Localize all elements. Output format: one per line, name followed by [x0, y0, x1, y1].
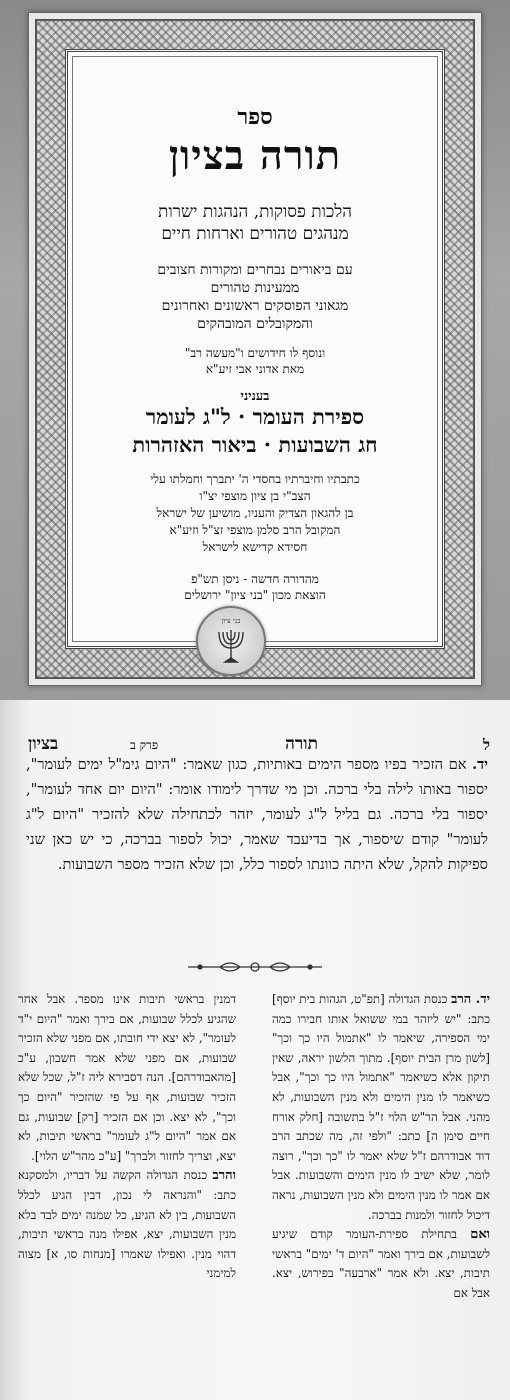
commentary-text: דמנין בראשי תיבות אינו מספר. אבל אחר שהגיע לכלל שבועות, אם בירך ואמר "היום י"ד לעומר", לא יצא ידי חובתו, אם מפני שלא הזכיר שבועות, אם מפני שלא אמר חשבון, ע"כ [מהאבודרהם]. הנה דסבירא ליה ז"ל, שכל שלא הזכיר שבועות, אף על פי שהזכיר "היום כך וכך", לא יצא. וכן אם הזכיר [רק] שבועות, גם אם אמר "היום ל"ג לעומר" בראשי תיבות, לא יצא, וצריך לחזור ולברך" [ע"כ מהר"ש הלוי]. — [18, 992, 236, 1163]
paragraph-number: יד. — [472, 756, 489, 773]
commentary-column-left — [18, 990, 236, 1284]
title-panel — [65, 49, 445, 649]
sefer-heading: ספר — [237, 104, 273, 130]
edition-line: מהדורה חדשה - ניסן תש"פ — [191, 572, 319, 586]
topics-line-1: ספירת העומר · ל"ג לעומר — [145, 404, 365, 429]
subtitle-line-2: מנהגים טהורים וארחות חיים — [161, 224, 349, 244]
title-page-frame — [28, 12, 482, 686]
subtitle-line-1: הלכות פסוקות, הנהגות ישרות — [157, 202, 353, 222]
running-header — [0, 718, 510, 754]
addition-line-2: מאת אדוני אבי זיע"א — [205, 362, 305, 376]
commentary-text: בתחילת ספירת-העומר קודם שיגיע לשבועות, אם בירך ואמר "היום ד' ימים" בראשי תיבות, יצא. ולא אמר "ארבעה" בפירוש, יצא. אבל אם — [272, 1227, 490, 1300]
main-paragraph — [26, 752, 488, 877]
explanation-line-4: והמקובלים המובהקים — [197, 316, 313, 332]
text-page-photo — [0, 700, 510, 1400]
commentary-text: כנסת הגדולה הקשה על דבריו, ולמסקנא כתב: "והנראה לי נכון, דבין הגיע לכלל השבועות, בין לא הגיע, כל שמנה ימים לבד בלא מנין השבועות, יצא, אפילו מנה בראשי תיבות, דהוי מנין. ואפילו שאמרו [מנחות סו, א] מצוה למימני — [18, 1168, 236, 1281]
commentary-label: ואם — [470, 1227, 491, 1243]
main-paragraph-text: אם הזכיר בפיו מספר הימים באותיות, כגון שאמר: "היום גימ"ל ימים לעומר", יספור באותו לילה בלי ברכה. וכן מי שדרך לימודו אומר: "היום יום אחד לעומר", יספור בלי ברכה. גם בליל ל"ג לעומר, יזהר לכתחילה שלא להזכיר "היום ל"ג לעומר" קודם שיספור, אך בדיעבד שאמר, יכול לספור בברכה, כי יש כאן שני ספיקות להקל, שלא היתה כוונתו לספור כלל, וכן שלא הזכיר מספר השבועות. — [26, 756, 488, 873]
explanation-line-3: מגאוני הפוסקים ראשונים ואחרונים — [161, 298, 349, 314]
book-title: תורה בציון — [168, 132, 342, 179]
header-title-right: תורה — [285, 734, 318, 754]
publisher-line: הוצאת מכון "בני ציון" ירושלים — [184, 588, 326, 602]
chapter-label: פרק ב — [130, 738, 159, 752]
page-number: ל — [482, 736, 490, 754]
author-line-1: כתבתיו וחיברתיו בחסדי ה' יתברך וחמלתו עלי — [150, 472, 360, 486]
ornament-divider-icon — [180, 958, 330, 976]
addition-line-1: ונוסף לו חידושים ו"מעשה רב" — [184, 346, 326, 360]
explanation-line-2: ממעינות טהורים — [210, 280, 300, 296]
author-line-2: הצב"י בן ציון מוצפי יצ"ו — [199, 489, 311, 503]
author-line-4: המקובל הרב סלמן מוצפי זצ"ל וזיע"א — [169, 523, 341, 537]
commentary-column-right — [272, 990, 490, 1304]
header-title-left: בציון — [28, 734, 59, 754]
explanation-line-1: עם ביאורים נבחרים ומקורות חצובים — [157, 262, 353, 278]
topics-line-2: חג השבועות · ביאור האזהרות — [132, 432, 378, 457]
author-line-5: חסידא קדישא לישראל — [202, 540, 308, 554]
menorah-seal-icon — [196, 606, 266, 676]
seal-text: בני ציון — [221, 617, 241, 625]
topics-intro: בעניני — [240, 389, 270, 404]
commentary-label: יד. הרב — [451, 992, 490, 1007]
author-line-3: בן להגאון הצדיק והעניו, מושיען של ישראל — [156, 506, 354, 520]
commentary-label: והרב — [212, 1168, 236, 1184]
commentary-text: כנסת הגדולה [תפ"ט, הגהות בית יוסף] כתב: "יש ליזהר במי ששואל אותו חבירו כמה ימי הספירה, שיאמר לו "אתמול היו כך וכך" [לשון מרן הבית יוסף]. מתוך הלשון יראה, שאין תיקון אלא כשיאמר "אתמול היו כך וכך", אבל כשיאמר לו מנין הימים ולא מנין השבועות, לא מהני. אבל הר"ש הלוי ז"ל בתשובה [חלק אורח חיים סימן ה] כתב: "ולפי זה, מה שכתב הרב דוד אבודרהם ז"ל שלא יאמר לו "כך וכך", רוצה לומר, שלא ישיב לו מנין הימים והשבועות. אבל אם אמר לו מנין הימים ולא מנין השבועות, נראה דיכול לחזור ולמנות בברכה. — [272, 992, 490, 1222]
